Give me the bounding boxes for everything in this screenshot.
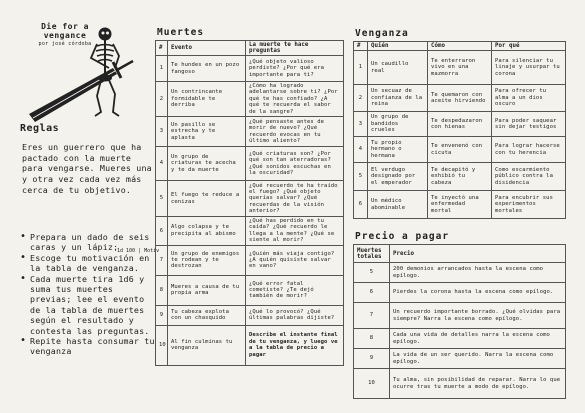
table-row — [354, 349, 566, 369]
game-title — [20, 22, 110, 47]
evento-cell: Mueres a causa de tu propia arma — [168, 275, 246, 305]
row-number: 1 — [156, 56, 168, 82]
table-row — [354, 163, 566, 191]
table-row — [156, 117, 344, 147]
row-number: 8 — [156, 275, 168, 305]
evento-cell: Tu cabeza explota con un chasquido — [168, 305, 246, 325]
venganza-table — [353, 41, 566, 219]
table-row — [156, 275, 344, 305]
pregunta-cell: ¿Cómo ha logrado adelantarse sobre ti? ¿Por qué te has confiado? ¿A qué te recuerda el sabor de la sangre? — [246, 82, 344, 117]
muertes-count: 9 — [354, 349, 390, 369]
table-row — [156, 181, 344, 217]
table-row — [354, 329, 566, 349]
evento-cell: Al fin culminas tu venganza — [168, 325, 246, 365]
column-header: Evento — [168, 41, 246, 56]
evento-cell: Un grupo de enemigos te rodean y te destrozan — [168, 245, 246, 275]
precio-cell: La vida de un ser querido. Narra la escena como epílogo. — [390, 349, 566, 369]
quien-cell: Un médico abominable — [368, 191, 428, 219]
pregunta-cell: ¿Qué recuerdo te ha traído el fuego? ¿Qué objeto querías salvar? ¿Qué recuerdas de la visión anterior? — [246, 181, 344, 217]
rule-item: • Escoge tu motivación en la tabla de venganza. — [20, 253, 155, 274]
evento-cell: Algo colapsa y te precipita al abismo — [168, 217, 246, 246]
porque-cell: Para lograr hacerse con tu herencia — [492, 137, 566, 163]
muertes-count: 8 — [354, 329, 390, 349]
muertes-count: 5 — [354, 263, 390, 283]
table-row — [354, 112, 566, 137]
table-row — [354, 137, 566, 163]
table-row — [156, 305, 344, 325]
evento-cell: El fuego te reduce a cenizas — [168, 181, 246, 217]
porque-cell: Para ofrecer tu alma a un dios oscuro — [492, 85, 566, 112]
column-header: Cómo — [428, 42, 492, 51]
muertes-count: 7 — [354, 303, 390, 329]
rules-heading: Reglas — [20, 123, 60, 134]
quien-cell: Un caudillo real — [368, 51, 428, 85]
table-row — [156, 217, 344, 246]
precio-cell: 200 demonios arrancados hasta la escena como epílogo. — [390, 263, 566, 283]
porque-cell: Para poder saquear sin dejar testigos — [492, 112, 566, 137]
rule-item: • Repite hasta consumar tu venganza — [20, 336, 155, 357]
pregunta-cell: ¿Qué error fatal cometiste? ¿Te dejó también de morir? — [246, 275, 344, 305]
precio-heading: Precio a pagar — [355, 231, 450, 242]
row-number: 3 — [354, 112, 368, 137]
table-row — [354, 85, 566, 112]
table-row — [156, 147, 344, 181]
porque-cell: Para silenciar tu linaje y usurpar tu corona — [492, 51, 566, 85]
pregunta-cell: ¿Quién más viaja contigo? ¿A quién quisiste salvar en vano? — [246, 245, 344, 275]
rule-item: • Cada muerte tira 1d6 y suma tus muertes previas; lee el evento de la tabla de muertes según el resultado y contesta las preguntas. — [20, 274, 155, 336]
row-number: 5 — [156, 181, 168, 217]
table-row — [156, 56, 344, 82]
title-author: por josé córdoba — [38, 41, 92, 47]
row-number: 9 — [156, 305, 168, 325]
muertes-table — [155, 40, 344, 366]
column-header: # — [156, 41, 168, 56]
row-number: 4 — [156, 147, 168, 181]
row-number: 2 — [156, 82, 168, 117]
como-cell: Te quemaron con aceite hirviendo — [428, 85, 492, 112]
column-header: Precio — [390, 245, 566, 263]
evento-cell: Un grupo de criaturas te acecha y te da muerte — [168, 147, 246, 181]
como-cell: Te despedazaron con hienas — [428, 112, 492, 137]
table-row — [354, 369, 566, 399]
column-header: Por qué — [492, 42, 566, 51]
table-row — [354, 263, 566, 283]
title-line-2: vengance — [43, 31, 87, 40]
rules-intro: Eres un guerrero que ha pactado con la muerte para vengarse. Mueres una y otra vez cada vez más cerca de tu objetivo. — [22, 142, 152, 195]
row-number: 6 — [354, 191, 368, 219]
pregunta-cell: ¿Qué has perdido en tu caída? ¿Qué recuerdo le llega a la mente? ¿Qué se siente al morir? — [246, 217, 344, 246]
table-header-row — [354, 42, 566, 51]
evento-cell: Te hundes en un pozo fangoso — [168, 56, 246, 82]
pregunta-cell: ¿Qué pensaste antes de morir de nuevo? ¿Qué recuerdo evocas en tu último aliento? — [246, 117, 344, 147]
evento-cell: Un pasillo se estrecha y te aplasta — [168, 117, 246, 147]
como-cell: Te envenenó con cicuta — [428, 137, 492, 163]
precio-cell: Cada una vida de detalles narra la escena como epílogo. — [390, 329, 566, 349]
column-header: La muerte te hace preguntas — [246, 41, 344, 56]
quien-cell: El verdugo designado por el emperador — [368, 163, 428, 191]
muertes-count: 10 — [354, 369, 390, 399]
table-row — [354, 303, 566, 329]
row-number: 5 — [354, 163, 368, 191]
muertes-heading: Muertes — [157, 27, 205, 38]
venganza-heading: Venganza — [355, 28, 409, 39]
table-row — [354, 51, 566, 85]
row-number: 4 — [354, 137, 368, 163]
table-row — [354, 283, 566, 303]
row-number: 3 — [156, 117, 168, 147]
row-number: 6 — [156, 217, 168, 246]
precio-table — [353, 244, 566, 399]
table-row — [156, 325, 344, 365]
table-header-row — [354, 245, 566, 263]
column-header: # — [354, 42, 368, 51]
column-header: Quién — [368, 42, 428, 51]
pregunta-cell: ¿Qué objeto valioso perdiste? ¿Por qué era importante para ti? — [246, 56, 344, 82]
row-number: 7 — [156, 245, 168, 275]
rule-item: • Prepara un dado de seis caras y un lápiz; — [20, 232, 155, 253]
precio-cell: Tu alma, sin posibilidad de reparar. Narra lo que ocurre tras tu muerte a modo de epílogo. — [390, 369, 566, 399]
pregunta-cell: ¿Qué lo provocó? ¿Qué últimas palabras dijiste? — [246, 305, 344, 325]
table-row — [156, 245, 344, 275]
table-header-row — [156, 41, 344, 56]
quien-cell: Tu propio hermano o hermana — [368, 137, 428, 163]
dice-note: 1d 100 | Motív — [117, 248, 160, 254]
porque-cell: Como escarmiento público contra la disidencia — [492, 163, 566, 191]
column-header: Muertes totales — [354, 245, 390, 263]
row-number: 1 — [354, 51, 368, 85]
row-number: 2 — [354, 85, 368, 112]
evento-cell: Un contrincante formidable te derriba — [168, 82, 246, 117]
title-line-1: Die for a — [41, 22, 89, 31]
quien-cell: Un grupo de bandidos crueles — [368, 112, 428, 137]
como-cell: Te inyectó una enfermedad mortal — [428, 191, 492, 219]
pregunta-cell: Describe el instante final de tu venganza, y luego ve a la tabla de precio a pagar — [246, 325, 344, 365]
pregunta-cell: ¿Qué criaturas son? ¿Por qué son tan aterradoras? ¿Qué sonidos escuchas en la oscuridad? — [246, 147, 344, 181]
row-number: 10 — [156, 325, 168, 365]
como-cell: Te enterraron vivo en una mazmorra — [428, 51, 492, 85]
como-cell: Te decapitó y exhibió tu cabeza — [428, 163, 492, 191]
muertes-count: 6 — [354, 283, 390, 303]
table-row — [156, 82, 344, 117]
porque-cell: Para encubrir sus experimentos mortales — [492, 191, 566, 219]
quien-cell: Un secuaz de confianza de la reina — [368, 85, 428, 112]
table-row — [354, 191, 566, 219]
precio-cell: Pierdes la corona hasta la escena como epílogo. — [390, 283, 566, 303]
precio-cell: Un recuerdo importante borrado. ¿Qué olvidas para siempre? Narra la escena como epílogo. — [390, 303, 566, 329]
